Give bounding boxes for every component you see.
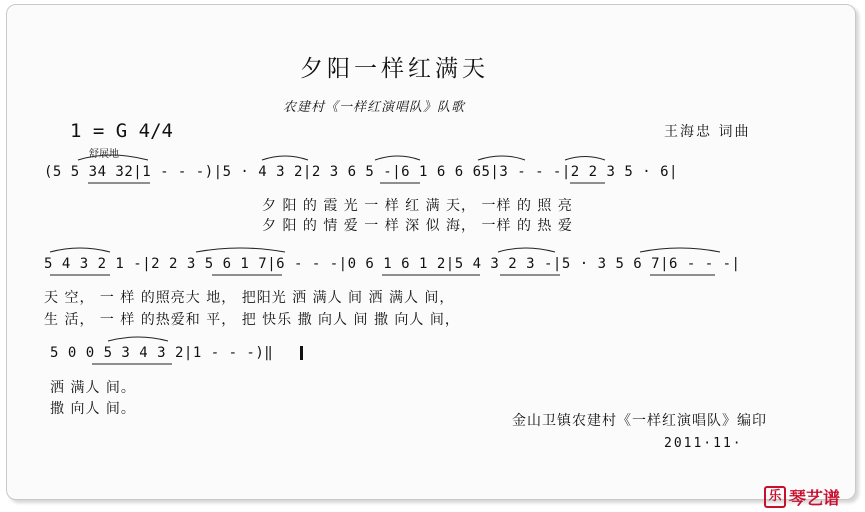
qinzhipu-logo-icon: 乐 (764, 486, 786, 508)
notation-line-1: (5 5 34 32|1 - - -)|5 · 4 3 2|2 3 6 5 -|6 1 6 6 65|3 - - -|2 2 3 5 · 6| (44, 164, 678, 180)
slur-mark (50, 248, 110, 252)
key-signature: 1 = G 4/4 (70, 120, 173, 142)
slur-mark (640, 248, 720, 252)
lyrics-line-1-verse-1: 夕 阳 的 霞 光 一 样 红 满 天， 一样 的 照 亮 (262, 198, 573, 214)
publish-date: 2011·11· (664, 436, 743, 451)
slur-mark (108, 337, 168, 341)
slur-mark (478, 156, 525, 160)
final-barline (300, 346, 303, 360)
watermark-text: 琴艺谱 (789, 489, 840, 509)
lyrics-line-2-verse-1: 天 空， 一 样 的照亮大 地， 把阳光 洒 满人 间 洒 满人 间， (44, 290, 455, 306)
slur-mark (78, 155, 148, 160)
composer-credit: 王海忠 词曲 (664, 124, 751, 140)
lyrics-line-2-verse-2: 生 活， 一 样 的热爱和 平， 把 快乐 撒 向人 间 撒 向人 间， (44, 312, 460, 328)
notation-line-3: 5 0 0 5 3 4 3 2|1 - - -)‖ (50, 345, 274, 361)
watermark-logo (764, 484, 840, 509)
slur-mark (565, 157, 605, 161)
slur-mark (196, 248, 285, 252)
slur-mark (498, 248, 555, 252)
lyrics-line-1-verse-2: 夕 阳 的 情 爱 一 样 深 似 海， 一样 的 热 爱 (262, 218, 573, 234)
lyrics-line-3-verse-1: 洒 满人 间。 (50, 380, 136, 396)
publisher-footer: 金山卫镇农建村《一样红演唱队》编印 (512, 413, 767, 429)
song-title: 夕阳一样红满天 (300, 56, 489, 82)
lyrics-line-3-verse-2: 撒 向人 间。 (50, 401, 136, 417)
slur-mark (375, 156, 420, 160)
song-subtitle: 农建村《一样红演唱队》队歌 (283, 100, 466, 115)
tempo-marking: 舒展地 (89, 149, 119, 160)
notation-line-2: 5 4 3 2 1 -|2 2 3 5 6 1 7|6 - - -|0 6 1 6 1 2|5 4 3 2 3 -|5 · 3 5 6 7|6 - - -| (44, 256, 741, 272)
slur-mark (262, 156, 308, 160)
